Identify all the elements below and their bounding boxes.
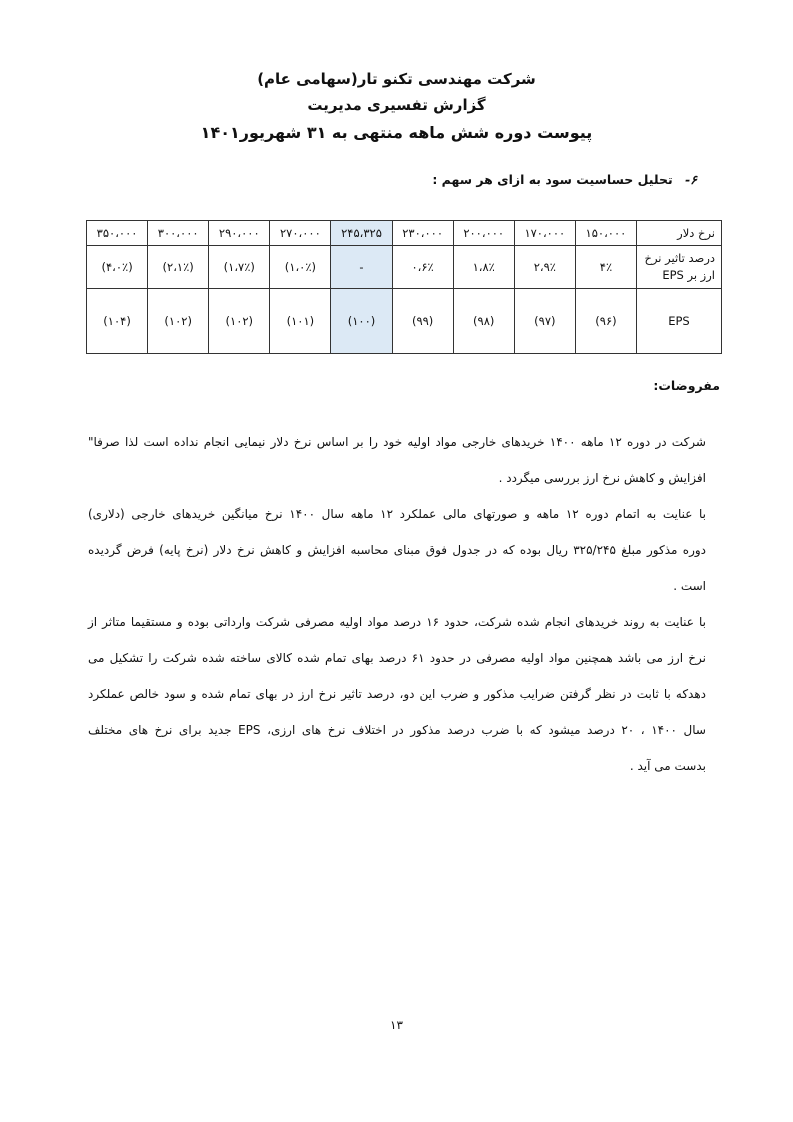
impact-cell: ۱،۸٪ xyxy=(453,246,514,289)
assumption-paragraph-1 xyxy=(88,424,706,496)
base-impact-cell: - xyxy=(331,246,392,289)
eps-cell: (۹۶) xyxy=(575,289,636,354)
eps-cell: (۹۷) xyxy=(514,289,575,354)
rate-cell: ۲۷۰،۰۰۰ xyxy=(270,221,331,246)
eps-cell: (۱۰۱) xyxy=(270,289,331,354)
rate-cell: ۳۵۰،۰۰۰ xyxy=(87,221,148,246)
rate-cell: ۲۳۰،۰۰۰ xyxy=(392,221,453,246)
base-rate-cell: ۲۴۵،۳۲۵ xyxy=(331,221,392,246)
impact-cell: (۴،۰٪) xyxy=(87,246,148,289)
paragraph-line: نرخ ارز می باشد همچنین مواد اولیه مصرفی در حدود ۶۱ درصد بهای تمام شده کالای ساخته شده شرکت را تشکیل می xyxy=(88,651,706,665)
paragraph-line: دوره مذکور مبلغ ۳۲۵/۲۴۵ ریال بوده که در جدول فوق مبنای محاسبه افزایش و کاهش نرخ دلار (نرخ پایه) فرض گردیده xyxy=(88,543,706,557)
rate-cell: ۳۰۰،۰۰۰ xyxy=(148,221,209,246)
row-header-impact-percent: درصد تاثیر نرخ ارز بر EPS xyxy=(637,246,722,289)
eps-cell: (۹۹) xyxy=(392,289,453,354)
rate-cell: ۱۵۰،۰۰۰ xyxy=(575,221,636,246)
section-number: ۶- xyxy=(685,172,697,187)
impact-cell: (۲،۱٪) xyxy=(148,246,209,289)
rate-cell: ۲۹۰،۰۰۰ xyxy=(209,221,270,246)
impact-percent-row xyxy=(87,246,722,289)
impact-cell: (۱،۰٪) xyxy=(270,246,331,289)
assumption-paragraph-2 xyxy=(88,496,706,604)
base-eps-cell: (۱۰۰) xyxy=(331,289,392,354)
assumptions-heading: مفروضات: xyxy=(653,378,720,393)
impact-cell: ۴٪ xyxy=(575,246,636,289)
eps-cell: (۱۰۲) xyxy=(209,289,270,354)
row-header-eps: EPS xyxy=(637,289,722,354)
report-period: پیوست دوره شش ماهه منتهی به ۳۱ شهریور۱۴۰۱ xyxy=(200,123,593,142)
row-header-exchange-rate: نرخ دلار xyxy=(637,221,722,246)
paragraph-line: دهدکه با ثابت در نظر گرفتن ضرایب مذکور و ضرب این دو، درصد تاثیر نرخ ارز در بهای تمام شده و سود خالص عملکرد xyxy=(88,687,706,701)
impact-cell: ۲،۹٪ xyxy=(514,246,575,289)
eps-cell: (۱۰۲) xyxy=(148,289,209,354)
paragraph-line: سال ۱۴۰۰ ، ۲۰ درصد میشود که با ضرب درصد مذکور در اختلاف نرخ های ارزی، EPS جدید برای نرخ های مختلف xyxy=(88,723,706,737)
paragraph-line: شرکت در دوره ۱۲ ماهه ۱۴۰۰ خریدهای خارجی مواد اولیه خود را بر اساس نرخ دلار نیمایی انجام نداده است لذا صرفا" xyxy=(88,435,706,449)
paragraph-line: بدست می آید . xyxy=(629,759,706,773)
assumption-paragraph-3 xyxy=(88,604,706,784)
paragraph-line: با عنایت به روند خریدهای انجام شده شرکت، حدود ۱۶ درصد مواد اولیه مصرفی شرکت وارداتی بوده و مستقیما متاثر از xyxy=(88,615,706,629)
rate-cell: ۲۰۰،۰۰۰ xyxy=(453,221,514,246)
eps-cell: (۱۰۴) xyxy=(87,289,148,354)
impact-cell: (۱،۷٪) xyxy=(209,246,270,289)
page-number: ۱۳ xyxy=(390,1018,403,1032)
paragraph-line: است . xyxy=(673,579,706,593)
eps-cell: (۹۸) xyxy=(453,289,514,354)
eps-sensitivity-table xyxy=(86,220,722,354)
eps-row xyxy=(87,289,722,354)
report-title: گزارش تفسیری مدیریت xyxy=(307,96,486,114)
exchange-rate-row xyxy=(87,221,722,246)
section-heading xyxy=(432,172,697,187)
report-header xyxy=(0,66,793,148)
paragraph-line: افزایش و کاهش نرخ ارز بررسی میگردد . xyxy=(498,471,706,485)
company-name: شرکت مهندسی تکنو تار(سهامی عام) xyxy=(257,70,536,88)
paragraph-line: با عنایت به اتمام دوره ۱۲ ماهه و صورتهای مالی عملکرد ۱۲ ماهه سال ۱۴۰۰ نرخ میانگین خریدهای خارجی (دلاری) xyxy=(88,507,706,521)
impact-cell: ۰،۶٪ xyxy=(392,246,453,289)
section-title: تحلیل حساسیت سود به ازای هر سهم : xyxy=(432,172,673,187)
rate-cell: ۱۷۰،۰۰۰ xyxy=(514,221,575,246)
